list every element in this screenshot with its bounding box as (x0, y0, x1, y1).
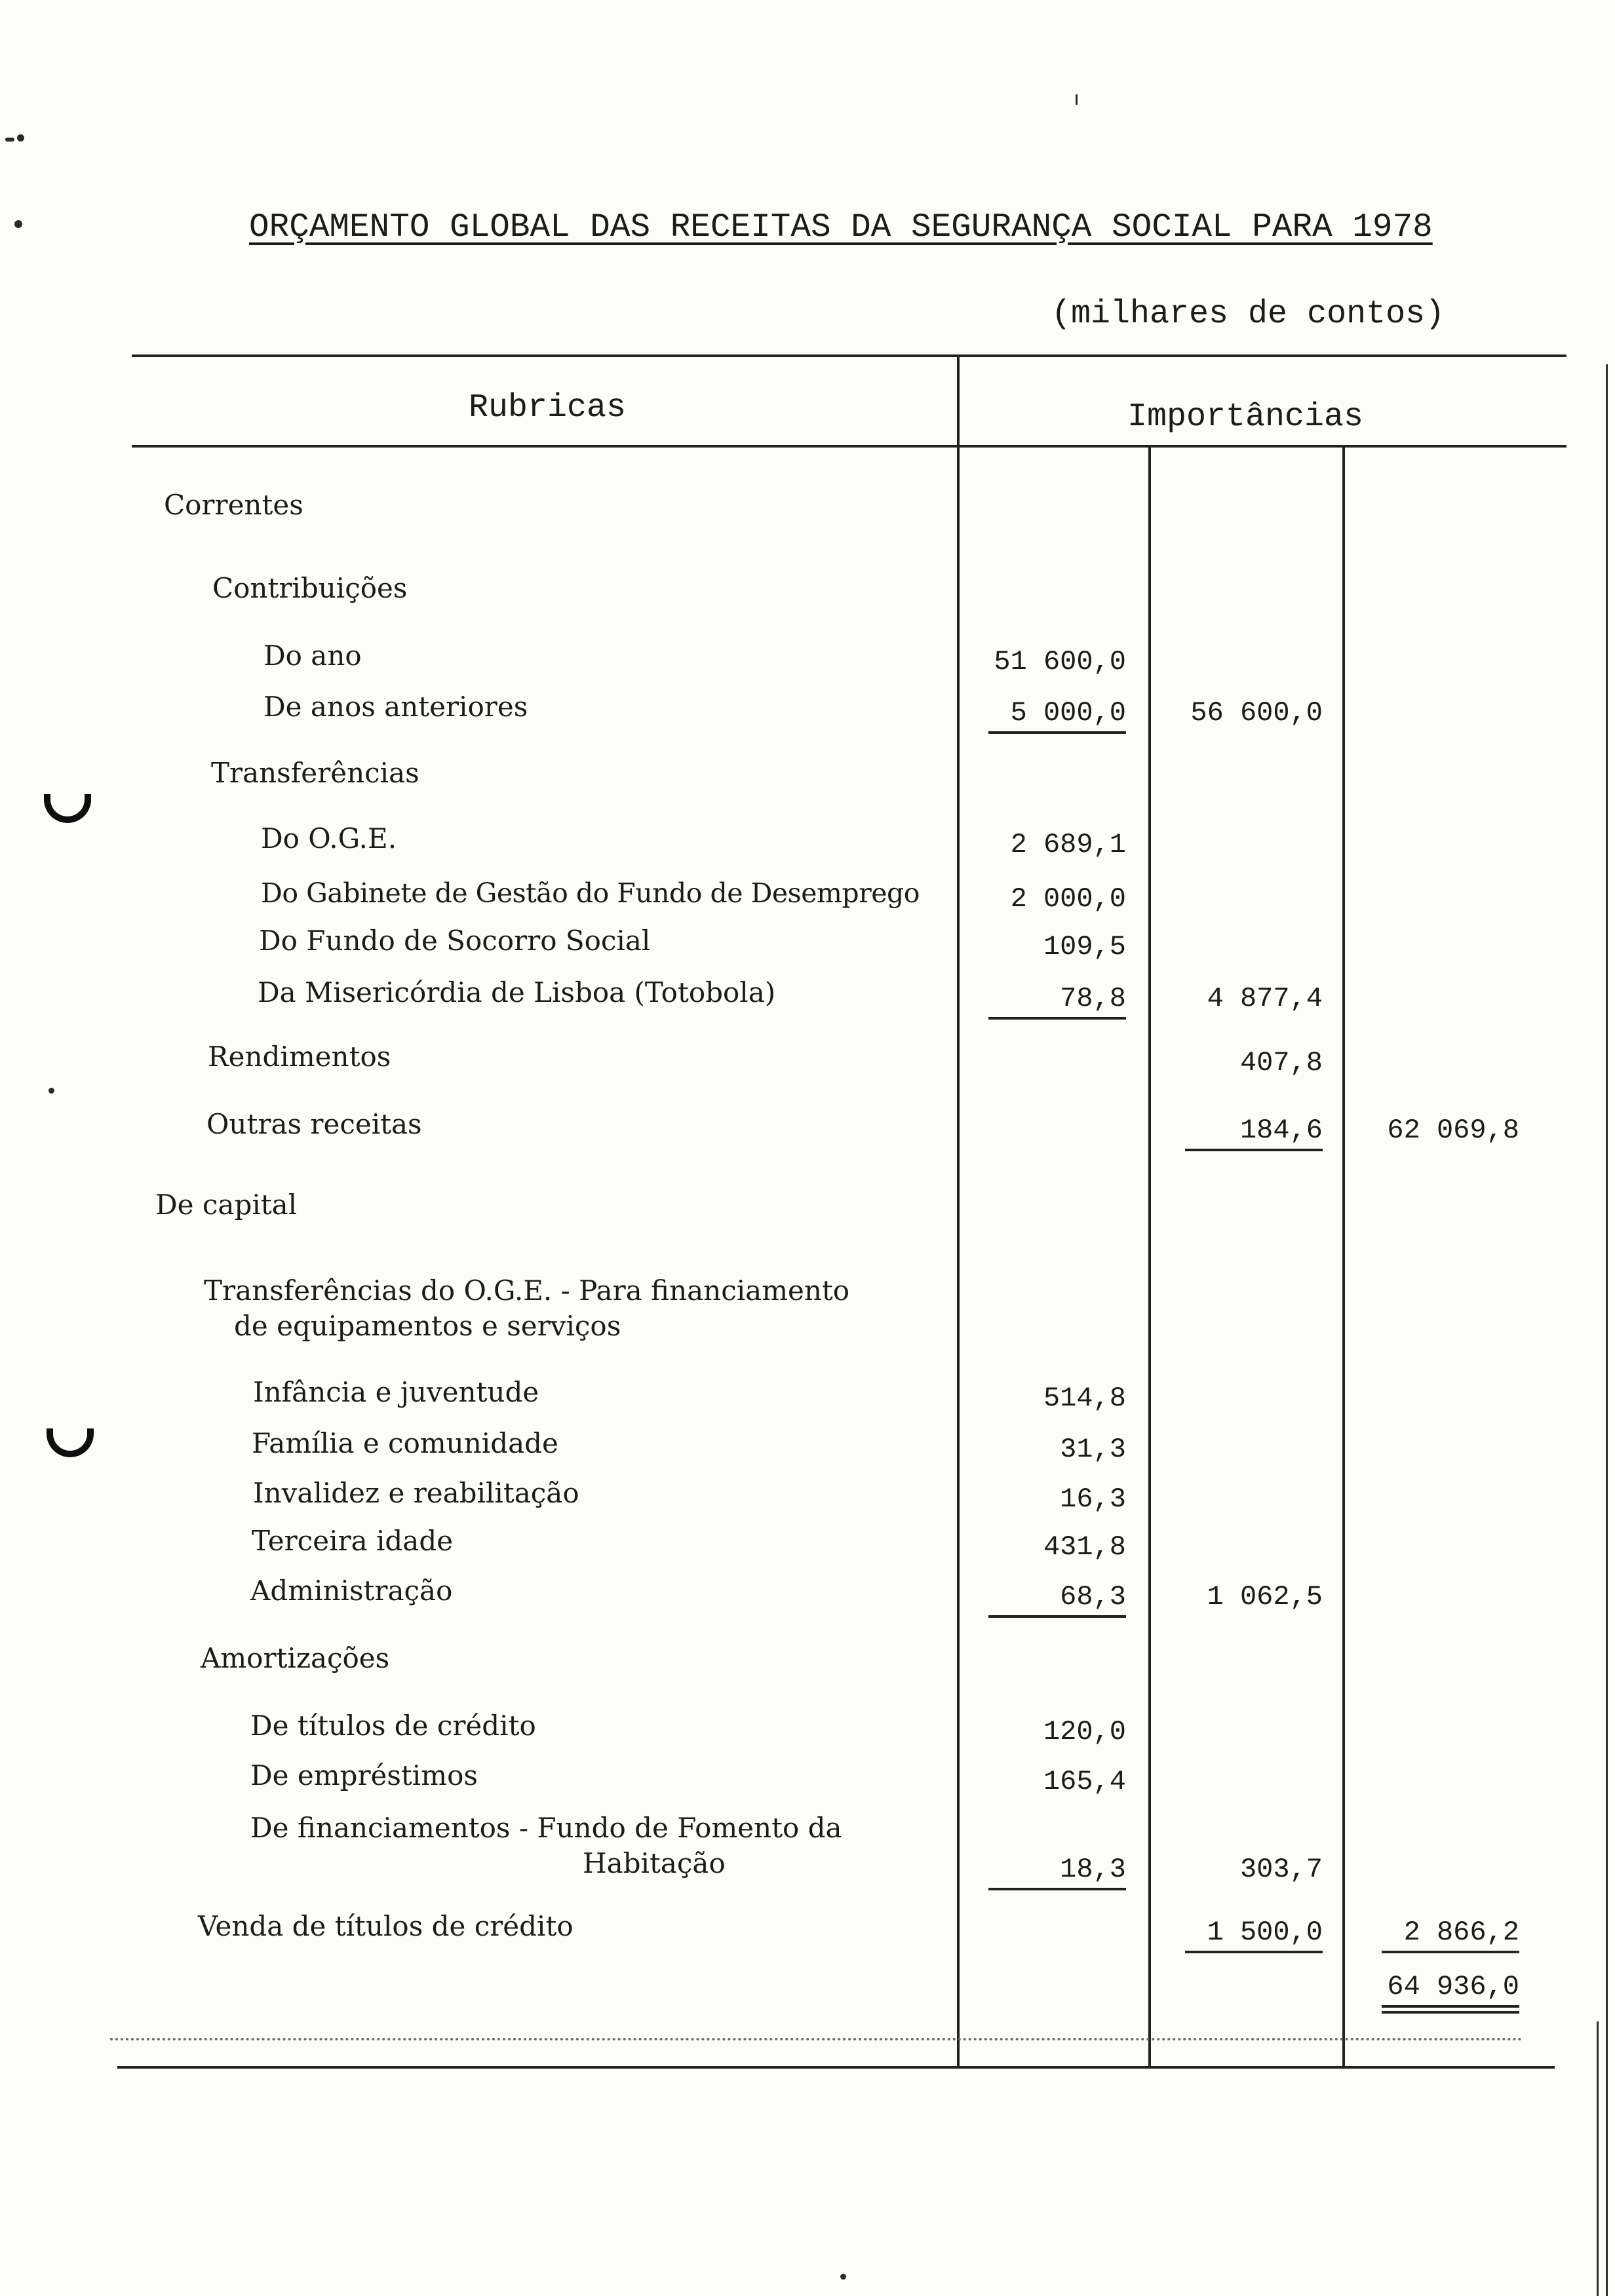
group-label: Transferências do O.G.E. - Para financiamento (204, 1274, 850, 1307)
table-rule-header (132, 445, 1566, 448)
row-emprestimos (0, 1757, 1615, 1797)
item-label: Do Gabinete de Gestão do Fundo de Desemprego (261, 877, 920, 909)
section-total-amount: 62 069,8 (1387, 1115, 1519, 1146)
row-misericordia (0, 974, 1615, 1014)
section-label: De capital (155, 1189, 298, 1221)
scan-speck (49, 1088, 54, 1094)
scan-speck (14, 220, 22, 228)
subtotal-amount: 1 500,0 (1185, 1914, 1323, 1953)
unit-note: (milhares de contos) (1051, 296, 1445, 333)
item-label: Administração (250, 1575, 453, 1607)
row-de-anos-anteriores (0, 689, 1615, 729)
item-label-continuation: Habitação (583, 1847, 726, 1879)
row-rendimentos (0, 1039, 1615, 1079)
row-familia-comunidade (0, 1425, 1615, 1465)
scan-speck (5, 138, 14, 142)
row-grand-total (0, 1962, 1615, 2002)
row-financiamentos-habitacao (0, 1845, 1615, 1885)
item-amount: 68,3 (988, 1578, 1126, 1618)
scan-speck (17, 134, 24, 142)
row-fundo-socorro-social (0, 923, 1615, 963)
document-title: ORÇAMENTO GLOBAL DAS RECEITAS DA SEGURANÇA SOCIAL PARA 1978 (249, 209, 1433, 246)
item-label: De empréstimos (250, 1759, 478, 1791)
item-amount: 31,3 (1060, 1434, 1126, 1465)
dotted-rule (110, 2038, 1523, 2040)
table-rule-top (132, 354, 1566, 357)
row-do-oge (0, 820, 1615, 860)
row-venda-titulos (0, 1908, 1615, 1948)
subtotal-amount: 184,6 (1185, 1112, 1323, 1151)
header-rubricas: Rubricas (469, 389, 627, 427)
row-transferencias (0, 755, 1615, 792)
item-label: Do Fundo de Socorro Social (259, 925, 651, 957)
row-amortizacoes (0, 1640, 1615, 1677)
row-infancia-juventude (0, 1374, 1615, 1414)
item-label: De títulos de crédito (250, 1710, 536, 1742)
section-label: Correntes (164, 489, 303, 521)
row-transferencias-oge-cont (0, 1308, 1615, 1345)
item-amount: 5 000,0 (988, 695, 1126, 734)
subtotal-amount: 1 062,5 (1207, 1581, 1323, 1613)
item-amount: 51 600,0 (994, 646, 1126, 678)
item-amount: 2 000,0 (1010, 883, 1126, 915)
row-transferencias-oge (0, 1272, 1615, 1309)
item-amount: 16,3 (1060, 1483, 1126, 1515)
row-titulos-credito (0, 1708, 1615, 1748)
item-label: Do ano (263, 640, 362, 672)
row-terceira-idade (0, 1523, 1615, 1563)
binding-mark (44, 794, 91, 823)
grand-total-amount: 64 936,0 (1382, 1968, 1519, 2014)
item-amount: 18,3 (988, 1851, 1126, 1890)
row-do-ano (0, 638, 1615, 678)
subtotal-amount: 4 877,4 (1207, 983, 1323, 1014)
item-amount: 120,0 (1043, 1716, 1126, 1748)
row-invalidez-reabilitacao (0, 1475, 1615, 1515)
item-label: Da Misericórdia de Lisboa (Totobola) (258, 976, 776, 1008)
group-label: Amortizações (201, 1642, 390, 1674)
item-label: De financiamentos - Fundo de Fomento da (250, 1812, 842, 1844)
group-label: Contribuições (212, 572, 408, 604)
section-total-amount: 2 866,2 (1382, 1914, 1519, 1953)
row-financiamentos (0, 1810, 1615, 1846)
scan-speck (840, 2274, 846, 2280)
group-label: Transferências (211, 757, 419, 789)
item-label: Terceira idade (252, 1525, 454, 1557)
table-rule-bottom (117, 2066, 1555, 2069)
item-amount: 431,8 (1043, 1531, 1126, 1563)
item-label: Família e comunidade (252, 1427, 558, 1459)
header-importancias: Importâncias (1127, 398, 1364, 436)
item-amount: 109,5 (1043, 931, 1126, 963)
subtotal-amount: 303,7 (1239, 1854, 1323, 1885)
item-label: De anos anteriores (263, 691, 528, 723)
scan-edge (1597, 2021, 1599, 2296)
item-label: Do O.G.E. (261, 822, 397, 854)
group-label: Venda de títulos de crédito (198, 1910, 574, 1942)
item-amount: 78,8 (988, 980, 1126, 1020)
item-label: Infância e juventude (253, 1376, 539, 1408)
scan-speck (1076, 94, 1078, 105)
group-label-continuation: de equipamentos e serviços (234, 1310, 621, 1342)
row-outras-receitas (0, 1106, 1615, 1146)
item-amount: 514,8 (1043, 1383, 1126, 1414)
row-administracao (0, 1573, 1615, 1613)
subtotal-amount: 56 600,0 (1190, 697, 1323, 729)
item-amount: 2 689,1 (1010, 829, 1126, 860)
item-amount: 165,4 (1043, 1766, 1126, 1797)
group-label: Rendimentos (208, 1041, 391, 1073)
row-contribuicoes (0, 570, 1615, 607)
group-label: Outras receitas (206, 1108, 422, 1140)
subtotal-amount: 407,8 (1239, 1047, 1323, 1079)
row-gabinete-gestao (0, 875, 1615, 915)
row-de-capital (0, 1187, 1615, 1223)
row-correntes (0, 487, 1615, 524)
item-label: Invalidez e reabilitação (253, 1477, 579, 1509)
